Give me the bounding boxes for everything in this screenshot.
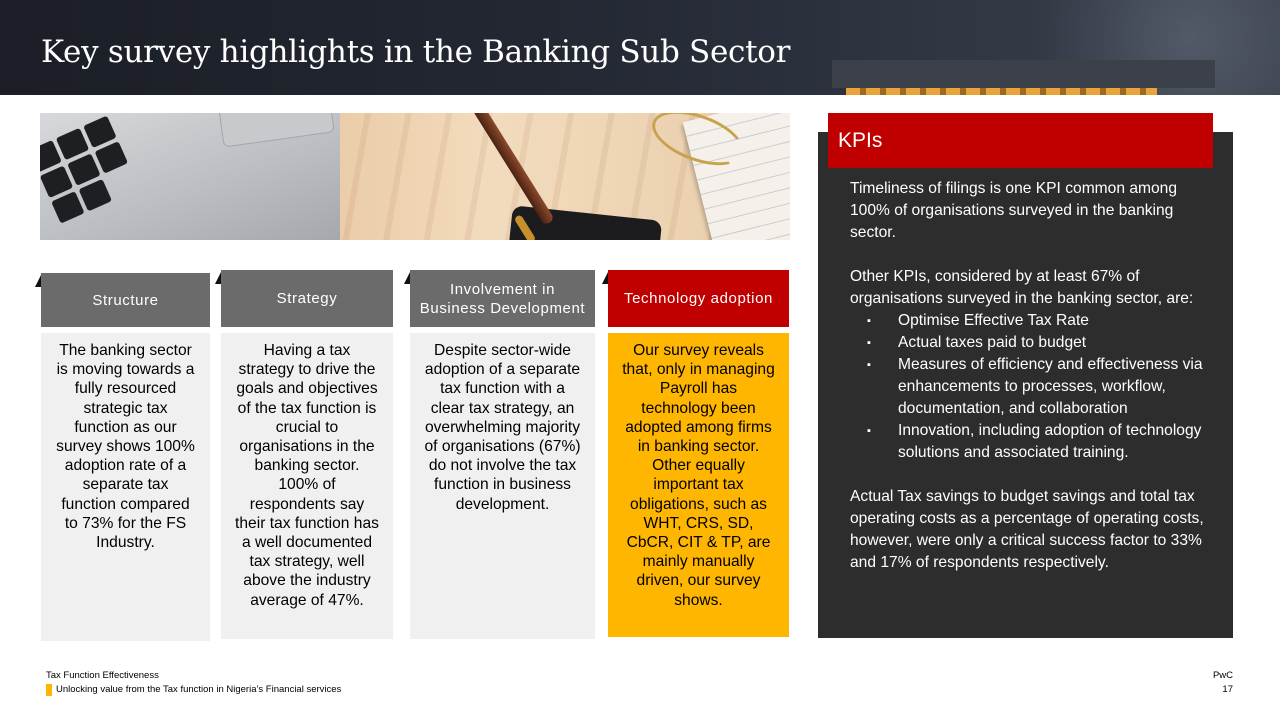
footer-accent-bar xyxy=(46,684,52,696)
page-number: 17 xyxy=(1222,684,1233,695)
column-body-technology: Our survey reveals that, only in managing Payroll has technology been adopted among firms in banking sector. Other equally important tax obligations, such as WHT, CRS, SD, CbCR, CIT & TP, are mainly manually driven, our survey shows. xyxy=(608,333,789,637)
desk-photo xyxy=(40,113,790,240)
kpi-intro: Timeliness of filings is one KPI common among 100% of organisations surveyed in the banking sector. xyxy=(850,180,1178,241)
column-heading-technology: Technology adoption xyxy=(608,270,789,327)
column-body-structure: The banking sector is moving towards a fully resourced strategic tax function as our survey shows 100% adoption rate of a separate tax function compared to 73% for the FS Industry. xyxy=(41,333,210,641)
kpi-closing: Actual Tax savings to budget savings and total tax operating costs as a percentage of operating costs, however, were only a critical success factor to 33% and 17% of respondents respectively. xyxy=(850,488,1204,571)
kpi-content xyxy=(850,178,1215,574)
square-bullet-icon: ▪ xyxy=(867,425,871,437)
kpi-others-intro: Other KPIs, considered by at least 67% of organisations surveyed in the banking sector, are: xyxy=(850,268,1194,307)
kpi-list xyxy=(850,310,1215,464)
column-heading-involvement: Involvement in Business Development xyxy=(410,270,595,327)
kpi-list-item: ▪ Optimise Effective Tax Rate xyxy=(850,310,1215,332)
footer-subtitle: Unlocking value from the Tax function in Nigeria’s Financial services xyxy=(56,684,342,695)
page-title: Key survey highlights in the Banking Sub Sector xyxy=(41,34,791,70)
kpi-list-item: ▪ Measures of efficiency and effectiveness via enhancements to processes, workflow, documentation, and collaboration xyxy=(867,356,1203,417)
column-body-strategy: Having a tax strategy to drive the goals and objectives of the tax function is crucial to organisations in the banking sector. 100% of respondents say their tax function has a well documented tax strategy, well above the industry average of 47%. xyxy=(221,333,393,639)
column-heading-strategy: Strategy xyxy=(221,270,393,327)
square-bullet-icon: ▪ xyxy=(867,315,871,327)
laptop-image xyxy=(40,113,340,240)
kpi-list-item: ▪ Actual taxes paid to budget xyxy=(850,332,1215,354)
column-body-involvement: Despite sector-wide adoption of a separate tax function with a clear tax strategy, an overwhelming majority of organisations (67%) do not involve the tax function in business development. xyxy=(410,333,595,639)
kpi-heading: KPIs xyxy=(828,113,1213,168)
footer-report-title: Tax Function Effectiveness xyxy=(46,670,159,681)
square-bullet-icon: ▪ xyxy=(867,337,871,349)
header-decoration-bar xyxy=(832,60,1215,88)
kpi-list-item: ▪ Innovation, including adoption of technology solutions and associated training. xyxy=(867,422,1202,461)
column-heading-structure: Structure xyxy=(41,273,210,327)
header-decoration-stripe xyxy=(846,88,1157,95)
footer-brand: PwC xyxy=(1212,670,1233,681)
square-bullet-icon: ▪ xyxy=(867,359,871,371)
